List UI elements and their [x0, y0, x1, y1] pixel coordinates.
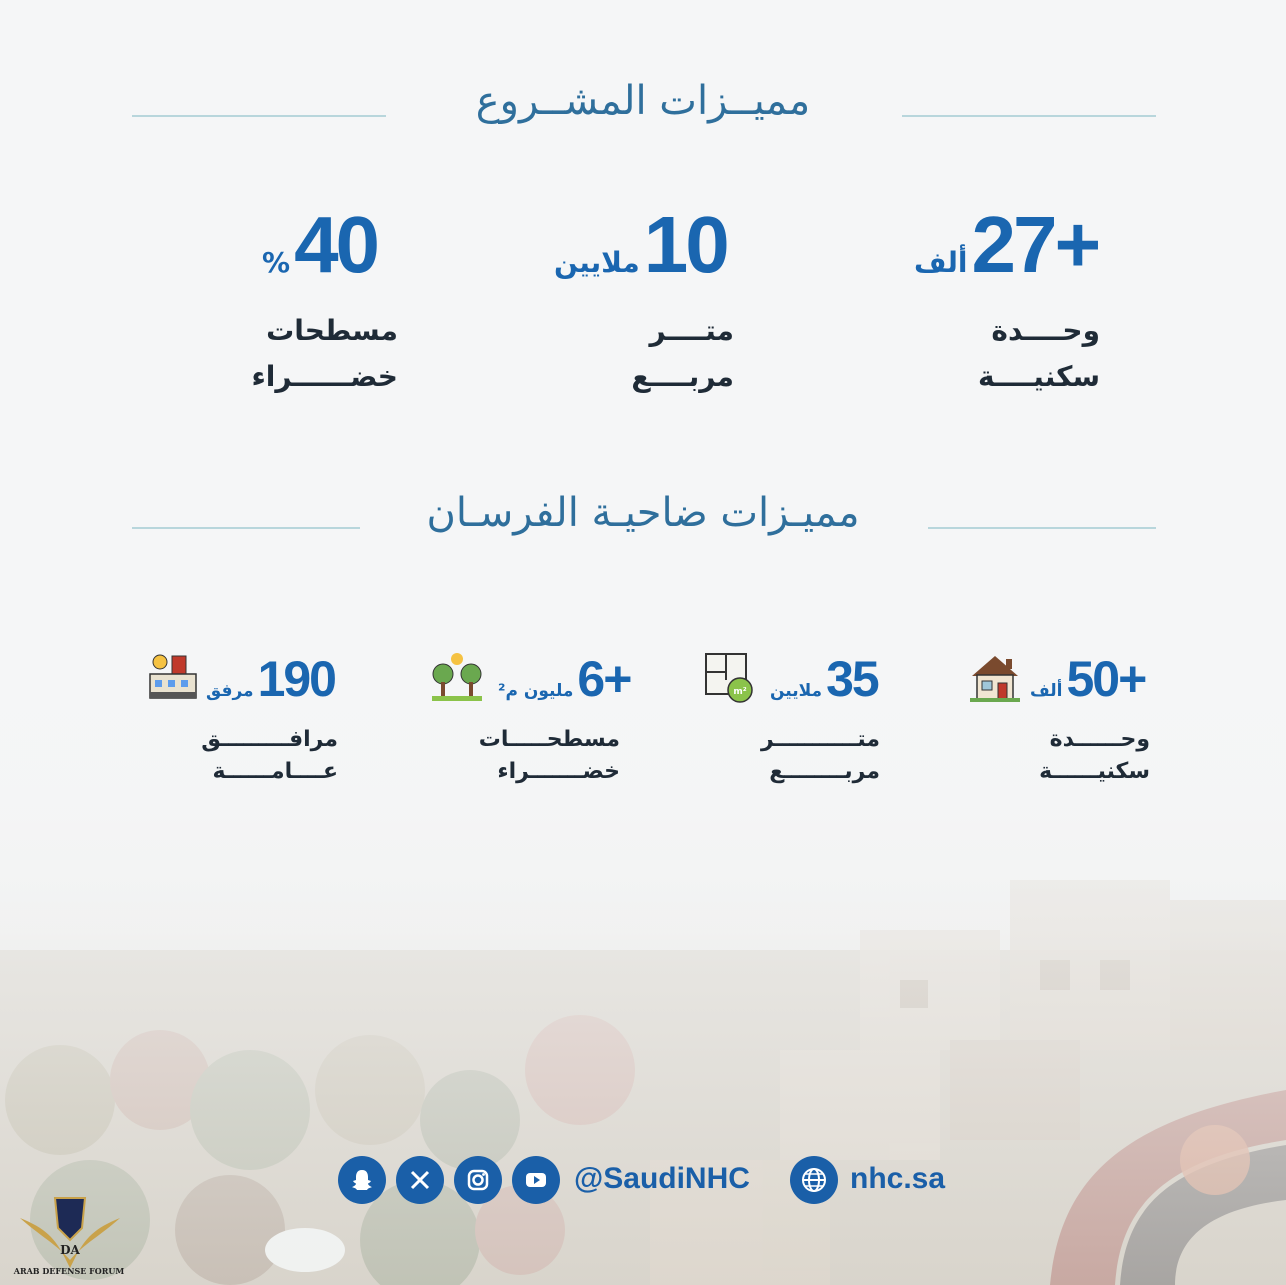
- stat-unit: ألف: [914, 246, 968, 279]
- stat-number: 6+: [577, 651, 631, 707]
- floor-plan-icon: [702, 650, 756, 704]
- stat-district-facilities: [206, 651, 335, 707]
- stat-label: متـــــــــــر مربــــــــع: [760, 727, 880, 784]
- stat-number: 10: [643, 200, 727, 289]
- stat-label: مسطحـــــات خضـــــــراء: [478, 727, 620, 784]
- title-rule-left: [132, 115, 386, 117]
- district-features-title: مميـزات ضاحيـة الفرسـان: [426, 490, 860, 536]
- trees-icon: [430, 650, 484, 704]
- stat-label: مسطحات خضــــــراء: [251, 314, 398, 393]
- stat-district-green: [498, 651, 631, 707]
- footer-social-bar: [338, 1156, 958, 1208]
- instagram-icon[interactable]: [454, 1156, 502, 1204]
- title-rule-right: [928, 527, 1156, 529]
- facilities-icon: [146, 650, 200, 704]
- svg-text:m²: m²: [733, 687, 747, 697]
- social-handle[interactable]: @SaudiNHC: [574, 1162, 750, 1195]
- stat-number: 50+: [1066, 651, 1146, 707]
- stat-unit: مليون م²: [498, 681, 574, 701]
- stat-unit: ملايين: [770, 681, 823, 701]
- stat-square-meters: [554, 200, 727, 289]
- stat-label: وحــــــدة سكنيــــــة: [1039, 727, 1150, 784]
- stat-label: مرافـــــــــق عــــامــــــة: [201, 727, 338, 784]
- stat-housing-units: [914, 200, 1099, 289]
- stat-district-area: [770, 651, 878, 707]
- stat-unit: %: [262, 246, 291, 279]
- svg-text:DA: DA: [60, 1243, 80, 1257]
- project-features-title: مميــزات المشــروع: [475, 78, 811, 124]
- forum-logo: [10, 1188, 130, 1278]
- stat-number: 40: [294, 200, 378, 289]
- stat-district-housing: [1030, 651, 1146, 707]
- stat-label: وحــــدة سكنيــــة: [978, 314, 1100, 393]
- watermark-text: ARAB DEFENSE FORUM: [13, 1266, 125, 1276]
- stat-label: متــــر مربــــع: [631, 314, 734, 393]
- stat-number: 35: [826, 651, 878, 707]
- stat-unit: مرفق: [206, 681, 254, 701]
- snapchat-icon[interactable]: [338, 1156, 386, 1204]
- stat-number: 27+: [971, 200, 1099, 289]
- title-rule-right: [902, 115, 1156, 117]
- website-link[interactable]: nhc.sa: [850, 1162, 946, 1195]
- x-icon[interactable]: [396, 1156, 444, 1204]
- stat-unit: ملايين: [554, 246, 640, 279]
- title-rule-left: [132, 527, 360, 529]
- stat-unit: ألف: [1030, 681, 1063, 701]
- stat-number: 190: [257, 651, 335, 707]
- youtube-icon[interactable]: [512, 1156, 560, 1204]
- house-icon: [968, 650, 1022, 704]
- stat-green-areas: [262, 200, 378, 289]
- globe-icon: [790, 1156, 838, 1204]
